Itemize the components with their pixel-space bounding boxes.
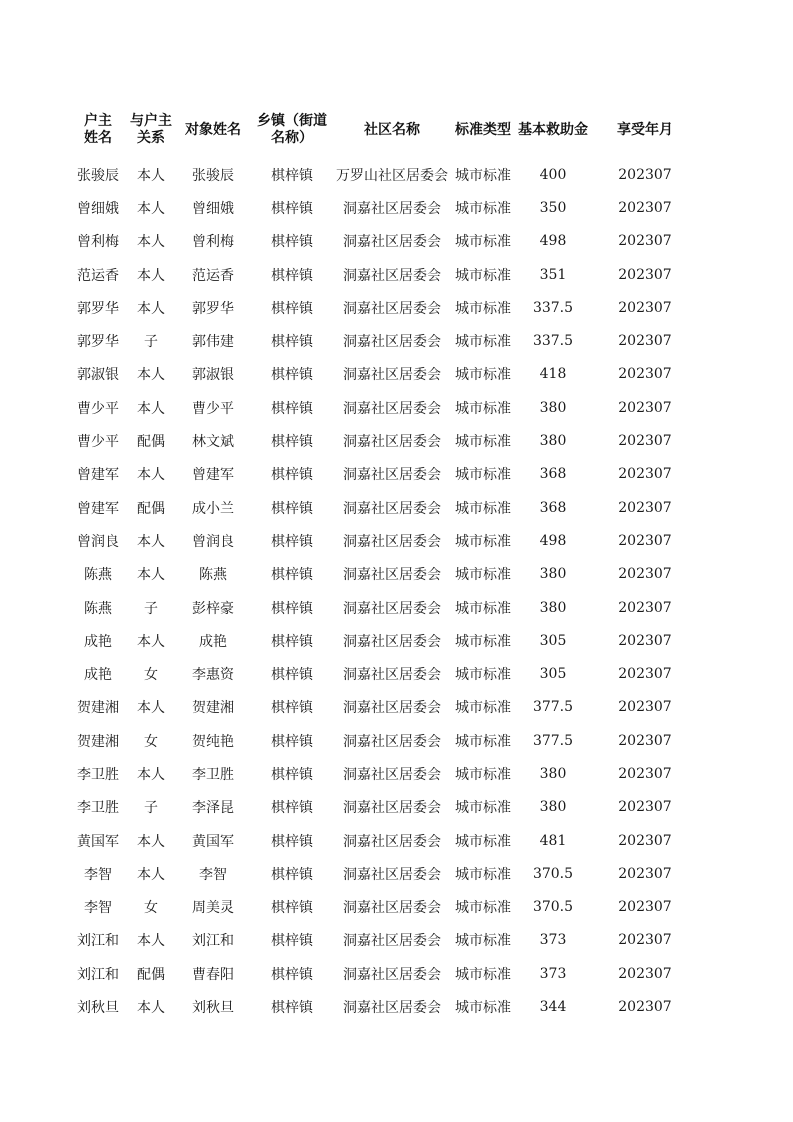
cell-relationship: 本人 (137, 567, 165, 584)
cell-basic-relief-amount: 368 (539, 466, 567, 483)
cell-recipient-name: 陈燕 (199, 567, 227, 584)
cell-household-head-name: 曹少平 (77, 434, 119, 451)
cell-recipient-name: 贺纯艳 (192, 733, 234, 750)
cell-basic-relief-amount: 380 (539, 566, 567, 583)
cell-benefit-month: 202307 (618, 532, 672, 549)
cell-household-head-name: 李智 (84, 866, 112, 883)
cell-recipient-name: 曾利梅 (192, 234, 234, 251)
cell-recipient-name: 李智 (199, 866, 227, 883)
cell-community-name: 洞嘉社区居委会 (343, 567, 441, 584)
cell-community-name: 洞嘉社区居委会 (343, 766, 441, 783)
cell-household-head-name: 郭罗华 (77, 334, 119, 351)
cell-benefit-month: 202307 (618, 965, 672, 982)
cell-relationship: 本人 (137, 1000, 165, 1017)
cell-basic-relief-amount: 337.5 (532, 299, 574, 316)
cell-standard-type: 城市标准 (455, 567, 511, 584)
cell-township: 棋梓镇 (271, 1000, 313, 1017)
cell-community-name: 洞嘉社区居委会 (343, 467, 441, 484)
header-household-head-name (68, 106, 128, 154)
cell-township: 棋梓镇 (271, 400, 313, 417)
cell-township: 棋梓镇 (271, 367, 313, 384)
cell-standard-type: 城市标准 (455, 933, 511, 950)
cell-basic-relief-amount: 344 (539, 999, 567, 1016)
cell-relationship: 本人 (137, 200, 165, 217)
table-row (68, 857, 698, 890)
cell-recipient-name: 贺建湘 (192, 700, 234, 717)
table-row (68, 591, 698, 624)
cell-standard-type: 城市标准 (455, 900, 511, 917)
cell-recipient-name: 黄国军 (192, 833, 234, 850)
cell-community-name: 洞嘉社区居委会 (343, 833, 441, 850)
cell-standard-type: 城市标准 (455, 833, 511, 850)
header-line: 享受年月 (617, 121, 673, 138)
cell-township: 棋梓镇 (271, 766, 313, 783)
cell-standard-type: 城市标准 (455, 733, 511, 750)
cell-basic-relief-amount: 305 (539, 632, 567, 649)
cell-recipient-name: 张骏辰 (192, 167, 234, 184)
cell-recipient-name: 周美灵 (192, 900, 234, 917)
header-benefit-month (592, 106, 698, 154)
table-row (68, 358, 698, 391)
cell-benefit-month: 202307 (618, 199, 672, 216)
cell-standard-type: 城市标准 (455, 334, 511, 351)
cell-standard-type: 城市标准 (455, 633, 511, 650)
table-row (68, 624, 698, 657)
cell-township: 棋梓镇 (271, 234, 313, 251)
cell-household-head-name: 贺建湘 (77, 733, 119, 750)
cell-standard-type: 城市标准 (455, 167, 511, 184)
cell-recipient-name: 刘秋旦 (192, 1000, 234, 1017)
cell-recipient-name: 成艳 (199, 633, 227, 650)
cell-township: 棋梓镇 (271, 267, 313, 284)
cell-relationship: 子 (144, 800, 158, 817)
cell-community-name: 洞嘉社区居委会 (343, 334, 441, 351)
cell-household-head-name: 曾建军 (77, 467, 119, 484)
cell-benefit-month: 202307 (618, 233, 672, 250)
cell-relationship: 本人 (137, 866, 165, 883)
cell-basic-relief-amount: 370.5 (532, 899, 574, 916)
header-line: 标准类型 (455, 121, 511, 138)
cell-recipient-name: 郭罗华 (192, 300, 234, 317)
cell-community-name: 万罗山社区居委会 (336, 167, 448, 184)
table-row (68, 724, 698, 757)
cell-basic-relief-amount: 380 (539, 765, 567, 782)
cell-community-name: 洞嘉社区居委会 (343, 1000, 441, 1017)
cell-township: 棋梓镇 (271, 933, 313, 950)
cell-township: 棋梓镇 (271, 434, 313, 451)
cell-standard-type: 城市标准 (455, 200, 511, 217)
cell-township: 棋梓镇 (271, 833, 313, 850)
cell-benefit-month: 202307 (618, 999, 672, 1016)
cell-benefit-month: 202307 (618, 732, 672, 749)
cell-household-head-name: 贺建湘 (77, 700, 119, 717)
header-line: 名称） (271, 130, 313, 146)
cell-household-head-name: 刘江和 (77, 933, 119, 950)
header-line: 基本救助金 (518, 121, 588, 138)
cell-township: 棋梓镇 (271, 533, 313, 550)
cell-relationship: 本人 (137, 234, 165, 251)
cell-relationship: 子 (144, 334, 158, 351)
cell-community-name: 洞嘉社区居委会 (343, 800, 441, 817)
cell-recipient-name: 曹春阳 (192, 966, 234, 983)
cell-relationship: 女 (144, 667, 158, 684)
table-header-row (68, 106, 698, 154)
cell-community-name: 洞嘉社区居委会 (343, 300, 441, 317)
cell-standard-type: 城市标准 (455, 866, 511, 883)
table-row (68, 824, 698, 857)
cell-basic-relief-amount: 368 (539, 499, 567, 516)
cell-household-head-name: 陈燕 (84, 600, 112, 617)
table-row (68, 258, 698, 291)
cell-standard-type: 城市标准 (455, 467, 511, 484)
cell-recipient-name: 刘江和 (192, 933, 234, 950)
cell-relationship: 本人 (137, 933, 165, 950)
table-row (68, 154, 698, 191)
cell-community-name: 洞嘉社区居委会 (343, 733, 441, 750)
cell-township: 棋梓镇 (271, 900, 313, 917)
cell-community-name: 洞嘉社区居委会 (343, 667, 441, 684)
cell-household-head-name: 刘秋旦 (77, 1000, 119, 1017)
cell-benefit-month: 202307 (618, 666, 672, 683)
cell-community-name: 洞嘉社区居委会 (343, 200, 441, 217)
cell-community-name: 洞嘉社区居委会 (343, 500, 441, 517)
table-row (68, 225, 698, 258)
cell-standard-type: 城市标准 (455, 1000, 511, 1017)
header-line: 与户主 (130, 113, 172, 129)
cell-basic-relief-amount: 305 (539, 666, 567, 683)
cell-township: 棋梓镇 (271, 667, 313, 684)
table-row (68, 291, 698, 324)
cell-relationship: 本人 (137, 167, 165, 184)
cell-household-head-name: 曾细娥 (77, 200, 119, 217)
table-row (68, 524, 698, 557)
cell-township: 棋梓镇 (271, 633, 313, 650)
table-row (68, 191, 698, 224)
cell-township: 棋梓镇 (271, 500, 313, 517)
header-line: 姓名 (84, 130, 112, 146)
relief-table-container (68, 106, 698, 1024)
cell-household-head-name: 张骏辰 (77, 167, 119, 184)
cell-community-name: 洞嘉社区居委会 (343, 434, 441, 451)
cell-benefit-month: 202307 (618, 699, 672, 716)
cell-basic-relief-amount: 351 (539, 266, 567, 283)
cell-household-head-name: 黄国军 (77, 833, 119, 850)
cell-community-name: 洞嘉社区居委会 (343, 400, 441, 417)
cell-basic-relief-amount: 373 (539, 932, 567, 949)
header-community-name (332, 106, 452, 154)
cell-relationship: 本人 (137, 400, 165, 417)
table-row (68, 391, 698, 424)
cell-benefit-month: 202307 (618, 333, 672, 350)
cell-standard-type: 城市标准 (455, 766, 511, 783)
cell-relationship: 配偶 (137, 966, 165, 983)
header-recipient-name (174, 106, 252, 154)
cell-standard-type: 城市标准 (455, 600, 511, 617)
cell-benefit-month: 202307 (618, 266, 672, 283)
cell-benefit-month: 202307 (618, 499, 672, 516)
cell-recipient-name: 范运香 (192, 267, 234, 284)
cell-household-head-name: 郭淑银 (77, 367, 119, 384)
header-line: 乡镇（街道 (257, 113, 327, 129)
cell-basic-relief-amount: 377.5 (532, 699, 574, 716)
cell-standard-type: 城市标准 (455, 533, 511, 550)
cell-standard-type: 城市标准 (455, 434, 511, 451)
cell-township: 棋梓镇 (271, 334, 313, 351)
cell-basic-relief-amount: 350 (539, 199, 567, 216)
cell-community-name: 洞嘉社区居委会 (343, 267, 441, 284)
cell-recipient-name: 郭伟建 (192, 334, 234, 351)
cell-township: 棋梓镇 (271, 467, 313, 484)
cell-township: 棋梓镇 (271, 300, 313, 317)
cell-relationship: 本人 (137, 300, 165, 317)
cell-household-head-name: 曾建军 (77, 500, 119, 517)
cell-benefit-month: 202307 (618, 599, 672, 616)
cell-benefit-month: 202307 (618, 765, 672, 782)
cell-benefit-month: 202307 (618, 799, 672, 816)
cell-basic-relief-amount: 380 (539, 433, 567, 450)
cell-household-head-name: 李卫胜 (77, 800, 119, 817)
cell-township: 棋梓镇 (271, 167, 313, 184)
cell-recipient-name: 曾润良 (192, 533, 234, 550)
cell-household-head-name: 范运香 (77, 267, 119, 284)
table-row (68, 558, 698, 591)
cell-standard-type: 城市标准 (455, 267, 511, 284)
relief-table (68, 106, 698, 1024)
cell-basic-relief-amount: 418 (539, 366, 567, 383)
table-row (68, 957, 698, 990)
cell-benefit-month: 202307 (618, 166, 672, 183)
cell-relationship: 本人 (137, 766, 165, 783)
cell-community-name: 洞嘉社区居委会 (343, 900, 441, 917)
cell-benefit-month: 202307 (618, 566, 672, 583)
table-row (68, 891, 698, 924)
cell-standard-type: 城市标准 (455, 300, 511, 317)
table-row (68, 657, 698, 690)
cell-relationship: 本人 (137, 533, 165, 550)
header-basic-relief-amount (514, 106, 592, 154)
cell-basic-relief-amount: 380 (539, 599, 567, 616)
cell-community-name: 洞嘉社区居委会 (343, 866, 441, 883)
cell-household-head-name: 陈燕 (84, 567, 112, 584)
cell-relationship: 子 (144, 600, 158, 617)
cell-township: 棋梓镇 (271, 733, 313, 750)
cell-township: 棋梓镇 (271, 966, 313, 983)
table-row (68, 757, 698, 790)
header-township (252, 106, 332, 154)
cell-benefit-month: 202307 (618, 865, 672, 882)
cell-basic-relief-amount: 481 (539, 832, 567, 849)
cell-township: 棋梓镇 (271, 200, 313, 217)
table-row (68, 491, 698, 524)
cell-standard-type: 城市标准 (455, 667, 511, 684)
cell-community-name: 洞嘉社区居委会 (343, 367, 441, 384)
table-row (68, 458, 698, 491)
cell-community-name: 洞嘉社区居委会 (343, 700, 441, 717)
cell-recipient-name: 曾细娥 (192, 200, 234, 217)
cell-benefit-month: 202307 (618, 366, 672, 383)
cell-standard-type: 城市标准 (455, 234, 511, 251)
cell-relationship: 配偶 (137, 434, 165, 451)
cell-community-name: 洞嘉社区居委会 (343, 234, 441, 251)
cell-township: 棋梓镇 (271, 800, 313, 817)
table-row (68, 990, 698, 1023)
cell-relationship: 本人 (137, 467, 165, 484)
header-relationship (128, 106, 174, 154)
table-row (68, 424, 698, 457)
cell-basic-relief-amount: 337.5 (532, 333, 574, 350)
cell-standard-type: 城市标准 (455, 700, 511, 717)
cell-basic-relief-amount: 498 (539, 532, 567, 549)
cell-standard-type: 城市标准 (455, 966, 511, 983)
cell-relationship: 本人 (137, 267, 165, 284)
table-row (68, 791, 698, 824)
cell-household-head-name: 曹少平 (77, 400, 119, 417)
cell-relationship: 本人 (137, 700, 165, 717)
cell-benefit-month: 202307 (618, 299, 672, 316)
cell-household-head-name: 曾利梅 (77, 234, 119, 251)
cell-standard-type: 城市标准 (455, 400, 511, 417)
header-line: 对象姓名 (185, 121, 241, 138)
cell-basic-relief-amount: 400 (539, 166, 567, 183)
cell-relationship: 配偶 (137, 500, 165, 517)
cell-household-head-name: 李卫胜 (77, 766, 119, 783)
table-body (68, 154, 698, 1024)
cell-relationship: 本人 (137, 833, 165, 850)
cell-standard-type: 城市标准 (455, 367, 511, 384)
cell-recipient-name: 林文斌 (192, 434, 234, 451)
cell-household-head-name: 曾润良 (77, 533, 119, 550)
cell-benefit-month: 202307 (618, 899, 672, 916)
cell-basic-relief-amount: 380 (539, 399, 567, 416)
cell-basic-relief-amount: 498 (539, 233, 567, 250)
header-line: 关系 (137, 130, 165, 146)
cell-relationship: 女 (144, 733, 158, 750)
cell-benefit-month: 202307 (618, 832, 672, 849)
header-line: 户主 (84, 113, 112, 129)
cell-benefit-month: 202307 (618, 932, 672, 949)
cell-community-name: 洞嘉社区居委会 (343, 633, 441, 650)
cell-recipient-name: 曹少平 (192, 400, 234, 417)
cell-township: 棋梓镇 (271, 700, 313, 717)
cell-basic-relief-amount: 370.5 (532, 865, 574, 882)
cell-benefit-month: 202307 (618, 433, 672, 450)
cell-household-head-name: 成艳 (84, 667, 112, 684)
cell-community-name: 洞嘉社区居委会 (343, 533, 441, 550)
cell-household-head-name: 成艳 (84, 633, 112, 650)
cell-recipient-name: 曾建军 (192, 467, 234, 484)
cell-benefit-month: 202307 (618, 632, 672, 649)
cell-basic-relief-amount: 377.5 (532, 732, 574, 749)
cell-basic-relief-amount: 380 (539, 799, 567, 816)
cell-community-name: 洞嘉社区居委会 (343, 966, 441, 983)
cell-basic-relief-amount: 373 (539, 965, 567, 982)
cell-community-name: 洞嘉社区居委会 (343, 933, 441, 950)
cell-benefit-month: 202307 (618, 466, 672, 483)
cell-recipient-name: 郭淑银 (192, 367, 234, 384)
cell-township: 棋梓镇 (271, 866, 313, 883)
cell-recipient-name: 李卫胜 (192, 766, 234, 783)
table-row (68, 324, 698, 357)
cell-benefit-month: 202307 (618, 399, 672, 416)
cell-standard-type: 城市标准 (455, 500, 511, 517)
table-row (68, 924, 698, 957)
cell-recipient-name: 李惠资 (192, 667, 234, 684)
cell-community-name: 洞嘉社区居委会 (343, 600, 441, 617)
cell-household-head-name: 李智 (84, 900, 112, 917)
cell-relationship: 本人 (137, 633, 165, 650)
cell-relationship: 本人 (137, 367, 165, 384)
header-line: 社区名称 (364, 121, 420, 138)
cell-recipient-name: 成小兰 (192, 500, 234, 517)
cell-township: 棋梓镇 (271, 567, 313, 584)
table-row (68, 691, 698, 724)
cell-standard-type: 城市标准 (455, 800, 511, 817)
cell-household-head-name: 刘江和 (77, 966, 119, 983)
cell-household-head-name: 郭罗华 (77, 300, 119, 317)
cell-recipient-name: 李泽昆 (192, 800, 234, 817)
cell-township: 棋梓镇 (271, 600, 313, 617)
header-standard-type (452, 106, 514, 154)
cell-relationship: 女 (144, 900, 158, 917)
cell-recipient-name: 彭梓豪 (192, 600, 234, 617)
